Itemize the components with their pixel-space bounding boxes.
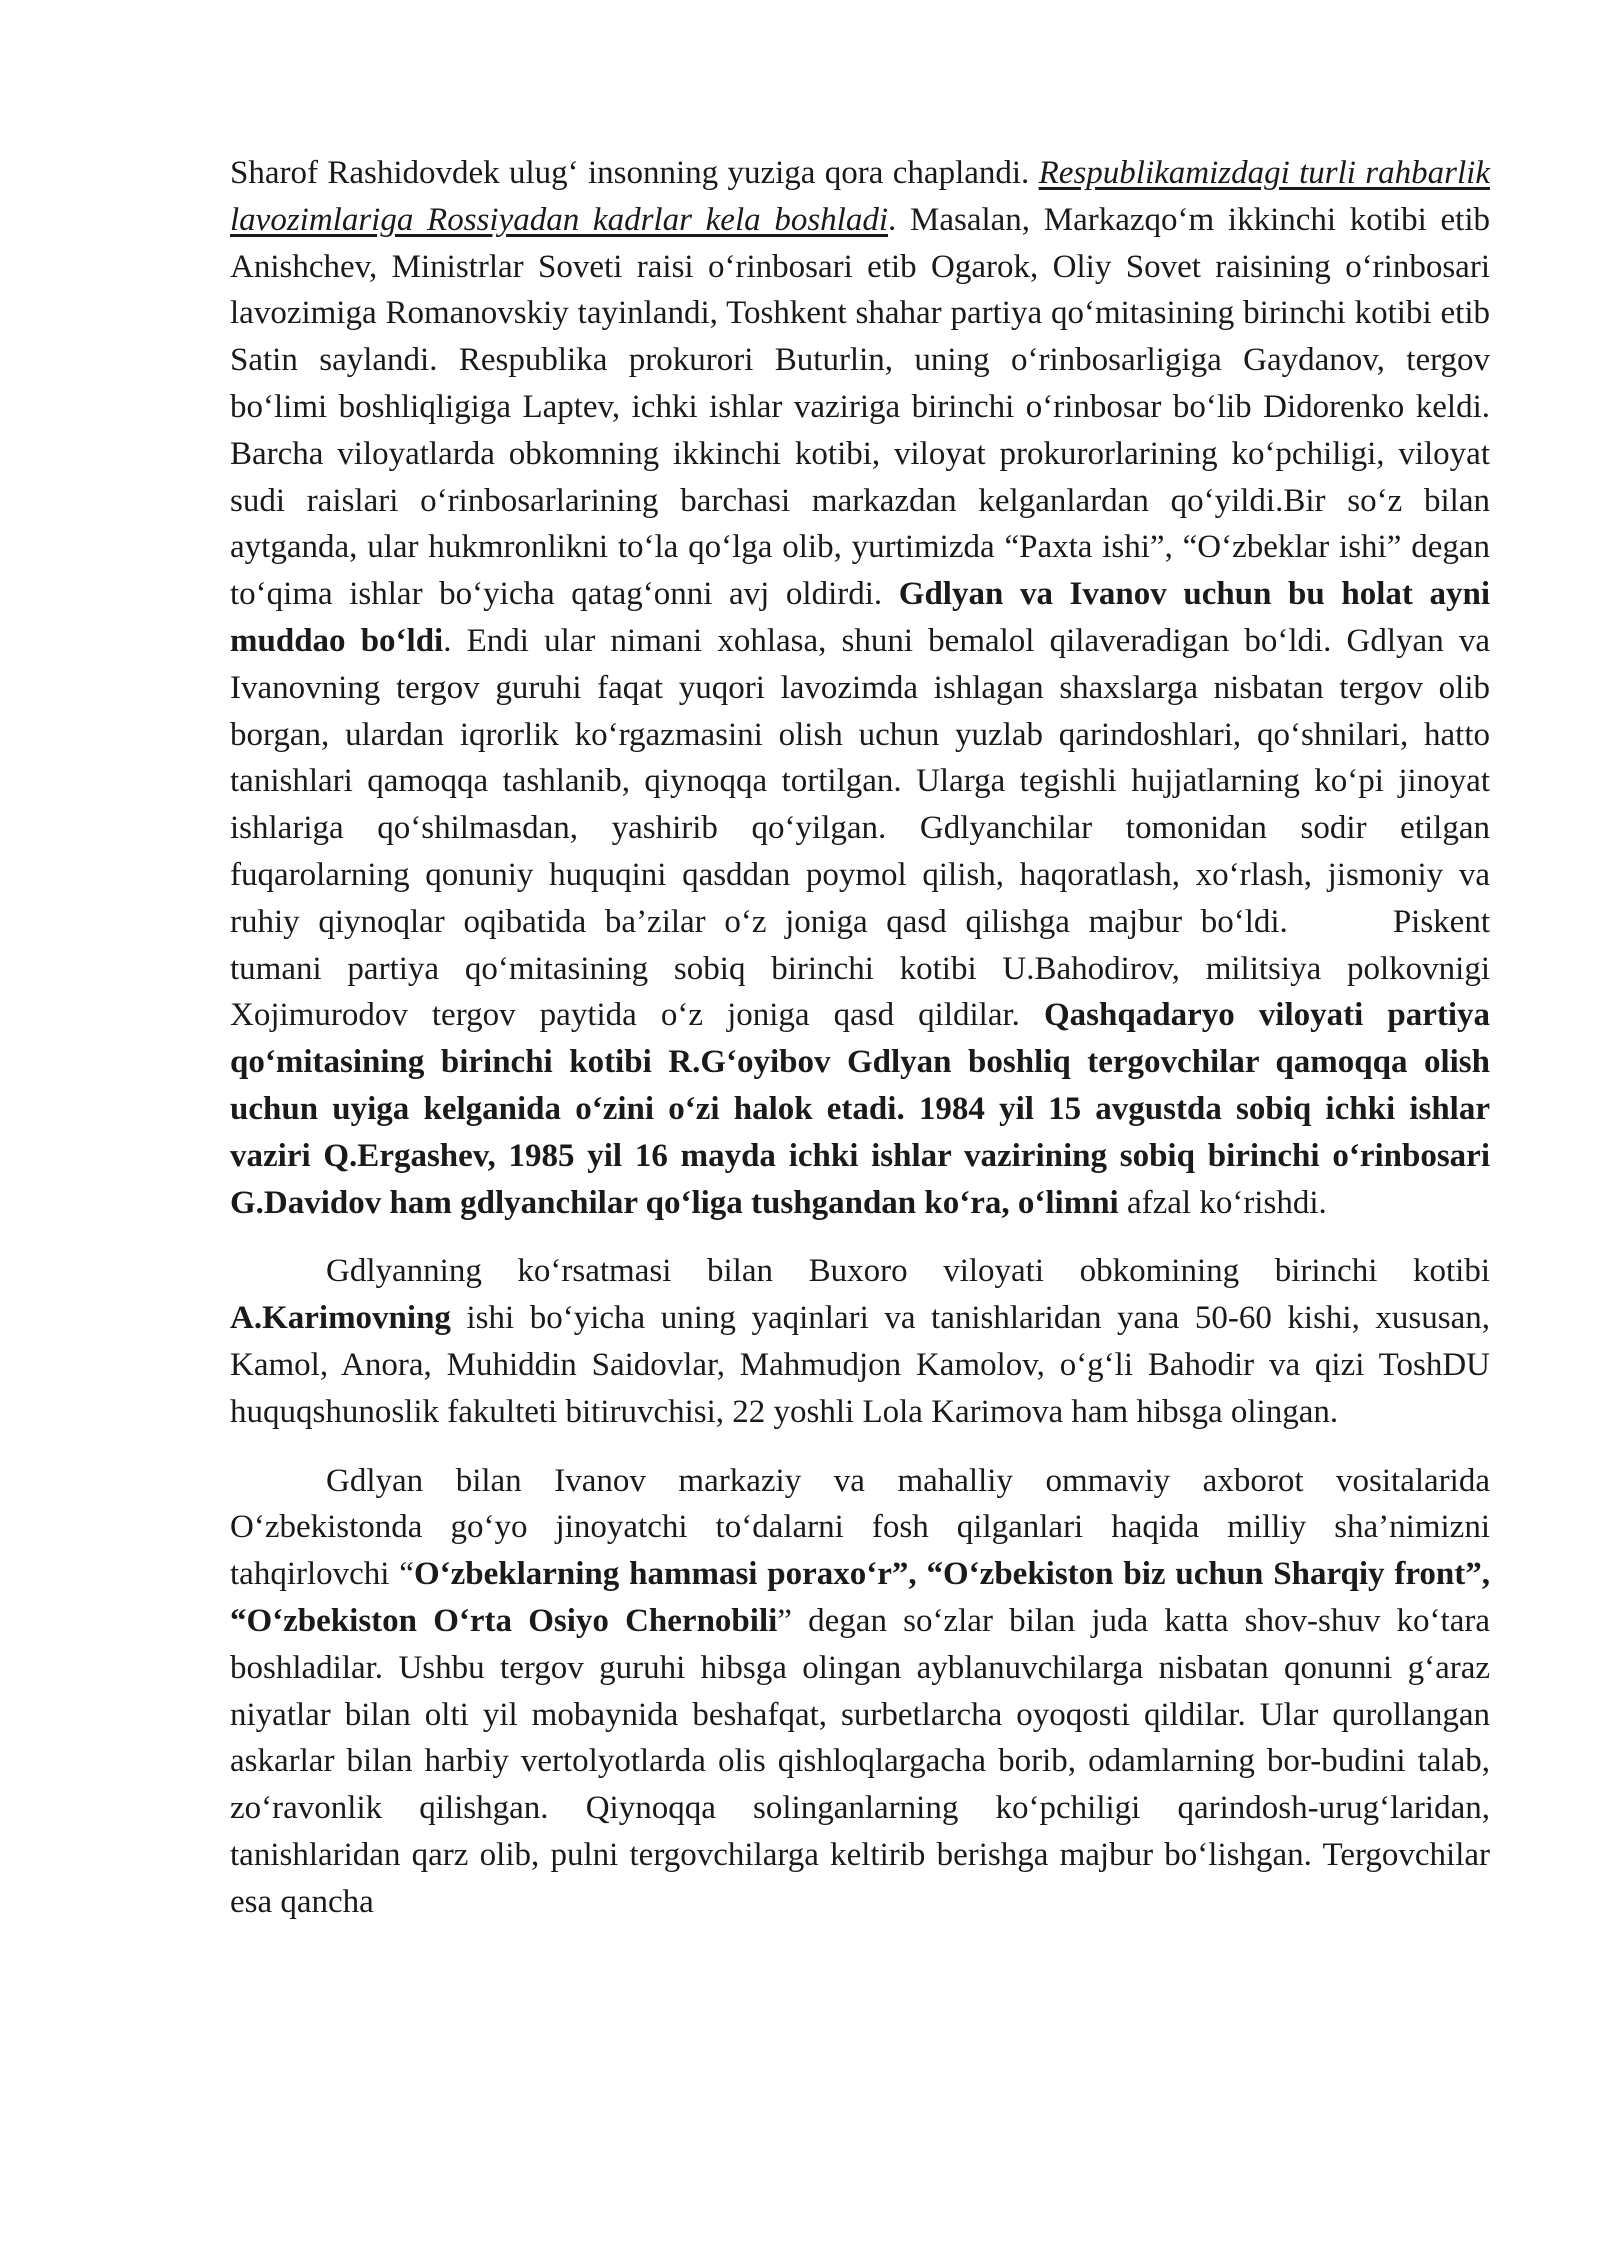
paragraph-3 [230, 1458, 1490, 1926]
bold-quotes: O‘zbeklarning hammasi poraxo‘r”, “O‘zbekiston biz uchun Sharqiy front”, “O‘zbekiston O‘rta Osiyo Chernobili [230, 1556, 1490, 1639]
paragraph-1-text-5: afzal ko‘rishdi. [1118, 1184, 1327, 1221]
italic-underlined-phrase: Respublikamizdagi turli rahbarlik lavozimlariga Rossiyadan kadrlar kela boshladi [230, 155, 1490, 238]
paragraph-3-text-2: ” degan so‘zlar bilan juda katta shov-shuv ko‘tara boshladilar. Ushbu tergov guruhi hibsga olingan ayblanuvchilarga nisbatan qonunni g‘araz niyatlar bilan olti yil mobaynida beshafqat, surbetlarcha oyoqosti qildilar. Ular qurollangan askarlar bilan harbiy vertolyotlarda olis qishloqlargacha borib, odamlarning bor-budini talab, zo‘ravonlik qilishgan. Qiynoqqa solinganlarning ko‘pchiligi qarindosh-urug‘laridan, tanishlaridan qarz olib, pulni tergovchilarga keltirib berishga majbur bo‘lishgan. Tergovchilar esa qancha [230, 1602, 1490, 1920]
bold-passage-victims: Qashqadaryo viloyati partiya qo‘mitasining birinchi kotibi R.G‘oyibov Gdlyan boshliq tergovchilar qamoqqa olish uchun uyiga kelganida o‘zini o‘zi halok etadi. 1984 yil 15 avgustda sobiq ichki ishlar vaziri Q.Ergashev, 1985 yil 16 mayda ichki ishlar vazirining sobiq birinchi o‘rinbosari G.Davidov ham gdlyanchilar qo‘liga tushgandan ko‘ra, o‘limni [230, 997, 1491, 1221]
paragraph-2 [230, 1248, 1490, 1435]
document-page [230, 150, 1490, 1925]
paragraph-3-text-1: Gdlyan bilan Ivanov markaziy va mahalliy ommaviy axborot vositalarida O‘zbekistonda go‘yo jinoyatchi to‘dalarni fosh qilganlari haqida milliy sha’nimizni tahqirlovchi “ [230, 1462, 1490, 1593]
paragraph-1-text-2: . Masalan, Markazqo‘m ikkinchi kotibi etib Anishchev, Ministrlar Soveti raisi o‘rinbosari etib Ogarok, Oliy Sovet raisining o‘rinbosari lavozimiga Romanovskiy tayinlandi, Toshkent shahar partiya qo‘mitasining birinchi kotibi etib Satin saylandi. Respublika prokurori Buturlin, uning o‘rinbosarligiga Gaydanov, tergov bo‘limi boshliqligiga Laptev, ichki ishlar vaziriga birinchi o‘rinbosar bo‘lib Didorenko keldi. Barcha viloyatlarda obkomning ikkinchi kotibi, viloyat prokurorlarining ko‘pchiligi, viloyat sudi raislari o‘rinbosarlarining barchasi markazdan kelganlardan qo‘yildi.Bir so‘z bilan aytganda, ular hukmronlikni to‘la qo‘lga olib, yurtimizda “Paxta ishi”, “O‘zbeklar ishi” degan to‘qima ishlar bo‘yicha qatag‘onni avj oldirdi. [230, 201, 1490, 613]
paragraph-1 [230, 150, 1490, 1226]
bold-name-karimov: A.Karimovning [230, 1300, 451, 1337]
bold-phrase-gdlyan-ivanov: Gdlyan va Ivanov uchun bu holat ayni muddao bo‘ldi [230, 576, 1490, 659]
paragraph-2-text-2: ishi bo‘yicha uning yaqinlari va tanishlaridan yana 50-60 kishi, xususan, Kamol, Anora, Muhiddin Saidovlar, Mahmudjon Kamolov, o‘g‘li Bahodir va qizi ToshDU huquqshunoslik fakulteti bitiruvchisi, 22 yoshli Lola Karimova ham hibsga olingan. [230, 1300, 1490, 1430]
paragraph-1-text-1: Sharof Rashidovdek ulug‘ insonning yuziga qora chaplandi. [230, 155, 1039, 191]
paragraph-2-text-1: Gdlyanning ko‘rsatmasi bilan Buxoro viloyati obkomining birinchi kotibi [326, 1253, 1490, 1290]
paragraph-1-text-3: . Endi ular nimani xohlasa, shuni bemalol qilaveradigan bo‘ldi. Gdlyan va Ivanovning tergov guruhi faqat yuqori lavozimda ishlagan shaxslarga nisbatan tergov olib borgan, ulardan iqrorlik ko‘rgazmasini olish uchun yuzlab qarindoshlari, qo‘shnilari, hatto tanishlari qamoqqa tashlanib, qiynoqqa tortilgan. Ularga tegishli hujjatlarning ko‘pi jinoyat ishlariga qo‘shilmasdan, yashirib qo‘yilgan. Gdlyanchilar tomonidan sodir etilgan fuqarolarning qonuniy huquqini qasddan poymol qilish, haqoratlash, xo‘rlash, jismoniy va ruhiy qiynoqlar oqibatida ba’zilar o‘z joniga qasd qilishga majbur bo‘ldi. [230, 622, 1490, 940]
paragraph-1-text-4: Piskent tumani partiya qo‘mitasining sobiq birinchi kotibi U.Bahodirov, militsiya polkovnigi Xojimurodov tergov paytida o‘z joniga qasd qildilar. [230, 903, 1490, 1034]
